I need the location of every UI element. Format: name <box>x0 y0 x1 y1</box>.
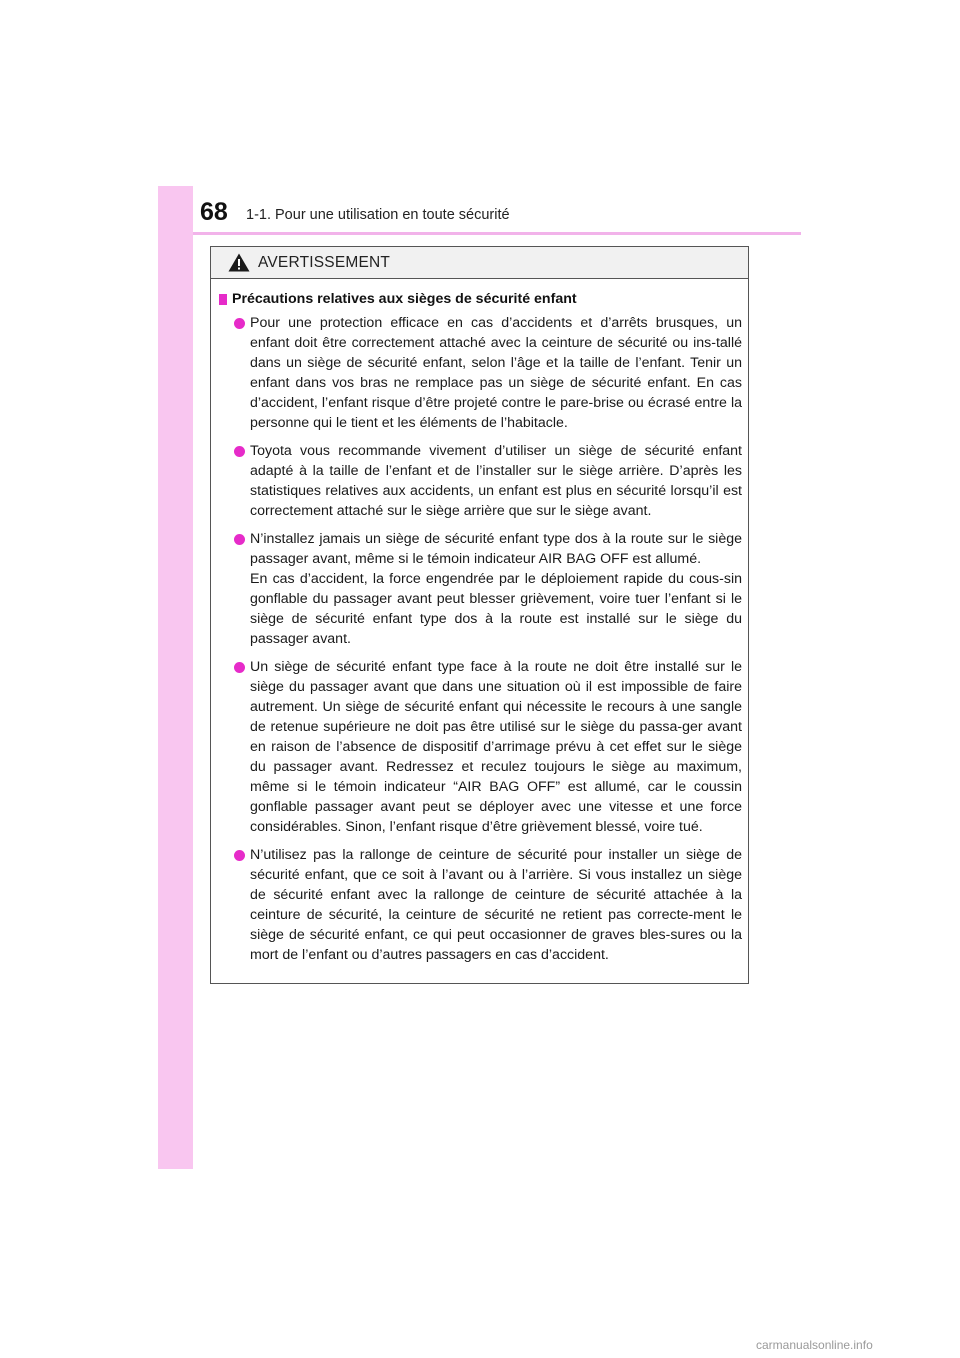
list-item <box>219 441 742 521</box>
list-item-text: Un siège de sécurité enfant type face à la route ne doit être installé sur le siège du passager avant que dans une situation où il est impossible de faire autrement. Un siège de sécurité enfant qui nécessite le recours à une sangle de retenue supérieure ne doit pas être utilisé sur le siège du passa-ger avant en raison de l’absence de dispositif d’arrimage prévu à cet effet sur le siège du passager avant. Redressez et reculez toujours le siège au maximum, même si le témoin indicateur “AIR BAG OFF” est allumé, car le coussin gonflable passager avant peut se déployer avec une vitesse et une force considérables. Sinon, l’enfant risque d’être grièvement blessé, voire tué. <box>250 659 742 835</box>
header-rule <box>193 232 801 235</box>
topic-heading-text: Précautions relatives aux sièges de sécurité enfant <box>232 291 577 307</box>
warning-triangle-icon <box>228 253 250 272</box>
round-bullet-icon <box>234 534 245 545</box>
round-bullet-icon <box>234 662 245 673</box>
page-number: 68 <box>200 198 228 226</box>
list-item <box>219 845 742 965</box>
chapter-side-tab <box>158 186 193 1169</box>
page-header <box>200 198 800 232</box>
round-bullet-icon <box>234 850 245 861</box>
warning-title: AVERTISSEMENT <box>258 253 391 271</box>
warning-box <box>210 246 749 984</box>
square-bullet-icon <box>219 294 227 305</box>
section-title: 1-1. Pour une utilisation en toute sécurité <box>246 207 510 223</box>
warning-header <box>211 247 748 279</box>
watermark: carmanualsonline.info <box>756 1338 873 1352</box>
list-item <box>219 529 742 649</box>
list-item-text: N’installez jamais un siège de sécurité enfant type dos à la route sur le siège passager avant, même si le témoin indicateur AIR BAG OFF est allumé. En cas d’accident, la force engendrée par le déploiement rapide du cous-sin gonflable du passager avant peut blesser grièvement, voire tuer l’enfant si le siège de sécurité enfant type dos à la route est installé sur le siège du passager avant. <box>250 531 742 647</box>
list-item <box>219 657 742 837</box>
round-bullet-icon <box>234 446 245 457</box>
list-item-text: Toyota vous recommande vivement d’utiliser un siège de sécurité enfant adapté à la taille de l’enfant et de l’installer sur le siège arrière. D’après les statistiques relatives aux accidents, un enfant est plus en sécurité lorsqu’il est correctement attaché sur le siège arrière que sur le siège avant. <box>250 443 742 519</box>
list-item-text: Pour une protection efficace en cas d’accidents et d’arrêts brusques, un enfant doit être correctement attaché avec la ceinture de sécurité ou ins-tallé dans un siège de sécurité enfant, selon l’âge et la taille de l’enfant. Tenir un enfant dans vos bras ne remplace pas un siège de sécurité enfant. En cas d’accident, l’enfant risque d’être projeté contre le pare-brise ou écrasé entre la personne qui le tient et les éléments de l’habitacle. <box>250 315 742 431</box>
warning-body <box>211 279 748 965</box>
list-item <box>219 313 742 433</box>
round-bullet-icon <box>234 318 245 329</box>
topic-heading <box>219 291 742 307</box>
list-item-text: N’utilisez pas la rallonge de ceinture de sécurité pour installer un siège de sécurité enfant, que ce soit à l’avant ou à l’arrière. Si vous installez un siège de sécurité enfant avec la rallonge de ceinture de sécurité attachée à la ceinture de sécurité, la ceinture de sécurité ne retient pas correcte-ment le siège de sécurité enfant, ce qui peut occasionner de graves bles-sures ou la mort de l’enfant ou d’autres passagers en cas d’accident. <box>250 847 742 963</box>
